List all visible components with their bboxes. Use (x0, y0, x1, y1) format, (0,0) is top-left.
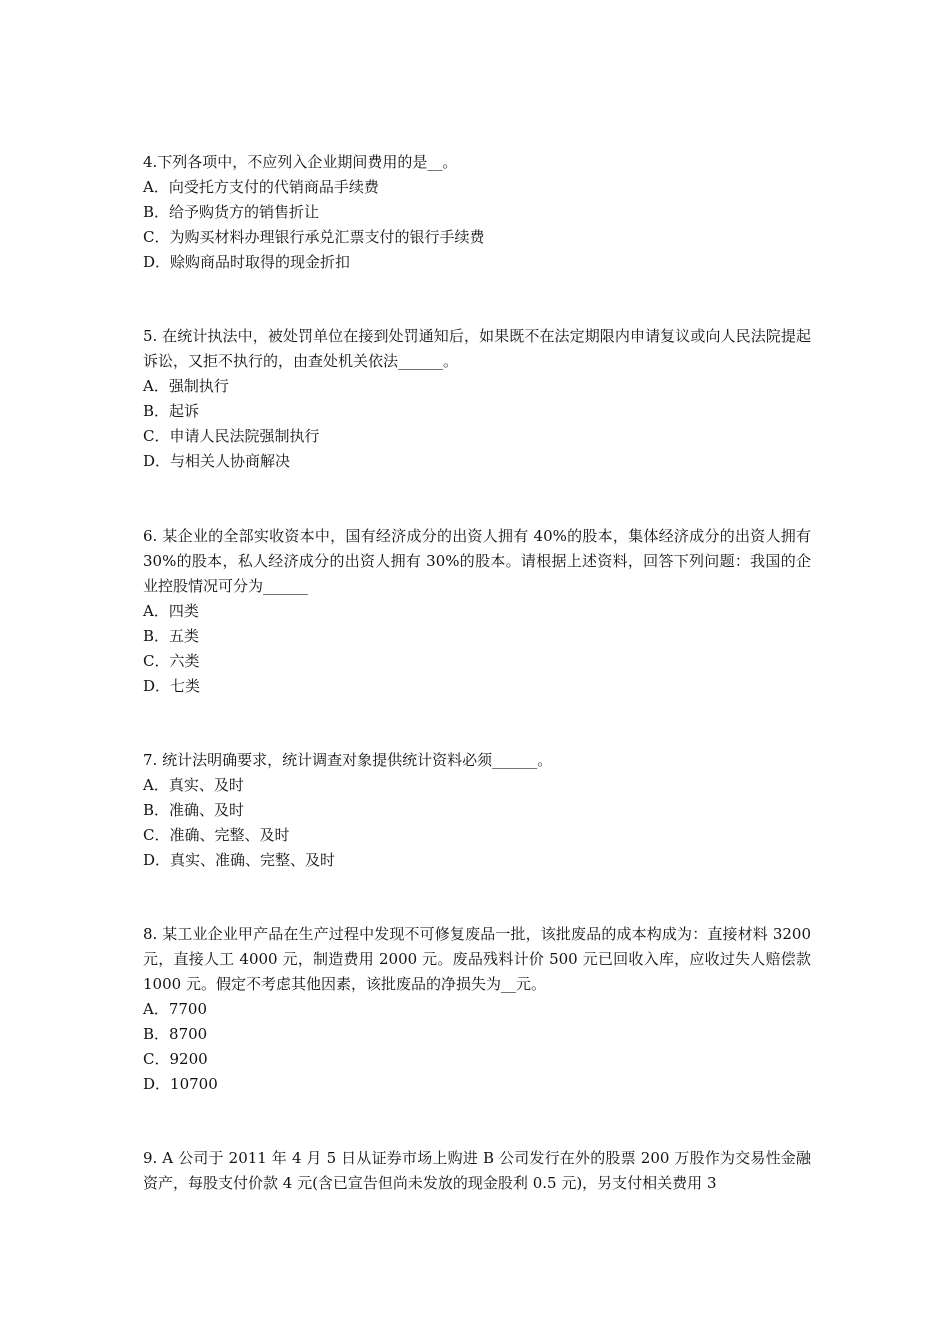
question-7 (143, 748, 811, 873)
option-c: C．9200 (143, 1050, 208, 1068)
question-stem: 9. A 公司于 2011 年 4 月 5 日从证券市场上购进 B 公司发行在外的股票 200 万股作为交易性金融资产，每股支付价款 4 元(含已宣告但尚未发放的现金股利 0.5 元)，另支付相关费用 3 (143, 1149, 811, 1192)
option-a: A．向受托方支付的代销商品手续费 (143, 178, 379, 196)
option-c: C．六类 (143, 652, 200, 670)
question-stem: 5. 在统计执法中，被处罚单位在接到处罚通知后，如果既不在法定期限内申请复议或向人民法院提起诉讼，又拒不执行的，由查处机关依法______。 (143, 327, 811, 370)
question-stem: 6. 某企业的全部实收资本中，国有经济成分的出资人拥有 40%的股本，集体经济成分的出资人拥有 30%的股本，私人经济成分的出资人拥有 30%的股本。请根据上述资料，回答下列问题：我国的企业控股情况可分为______ (143, 527, 811, 595)
option-a: A．7700 (143, 1000, 208, 1018)
option-b: B．起诉 (143, 402, 200, 420)
question-8 (143, 922, 811, 1097)
question-9 (143, 1146, 811, 1196)
option-d: D．与相关人协商解决 (143, 452, 291, 470)
option-d: D．赊购商品时取得的现金折扣 (143, 253, 351, 271)
option-a: A．真实、及时 (143, 776, 244, 794)
question-5 (143, 324, 811, 474)
question-stem: 8. 某工业企业甲产品在生产过程中发现不可修复废品一批，该批废品的成本构成为：直接材料 3200 元，直接人工 4000 元，制造费用 2000 元。废品残料计价 500 元已回收入库，应收过失人赔偿款 1000 元。假定不考虑其他因素，该批废品的净损失为__元。 (143, 925, 811, 993)
option-b: B．8700 (143, 1025, 208, 1043)
option-b: B．五类 (143, 627, 200, 645)
question-stem: 7. 统计法明确要求，统计调查对象提供统计资料必须______。 (143, 751, 553, 769)
option-d: D．七类 (143, 677, 201, 695)
question-stem: 4.下列各项中，不应列入企业期间费用的是__。 (143, 153, 458, 171)
option-c: C．准确、完整、及时 (143, 826, 290, 844)
option-b: B．给予购货方的销售折让 (143, 203, 320, 221)
option-c: C．申请人民法院强制执行 (143, 427, 320, 445)
option-a: A．强制执行 (143, 377, 229, 395)
option-c: C．为购买材料办理银行承兑汇票支付的银行手续费 (143, 228, 485, 246)
question-6 (143, 524, 811, 699)
option-b: B．准确、及时 (143, 801, 245, 819)
option-d: D．真实、准确、完整、及时 (143, 851, 336, 869)
question-4 (143, 150, 811, 275)
option-d: D．10700 (143, 1075, 218, 1093)
option-a: A．四类 (143, 602, 199, 620)
